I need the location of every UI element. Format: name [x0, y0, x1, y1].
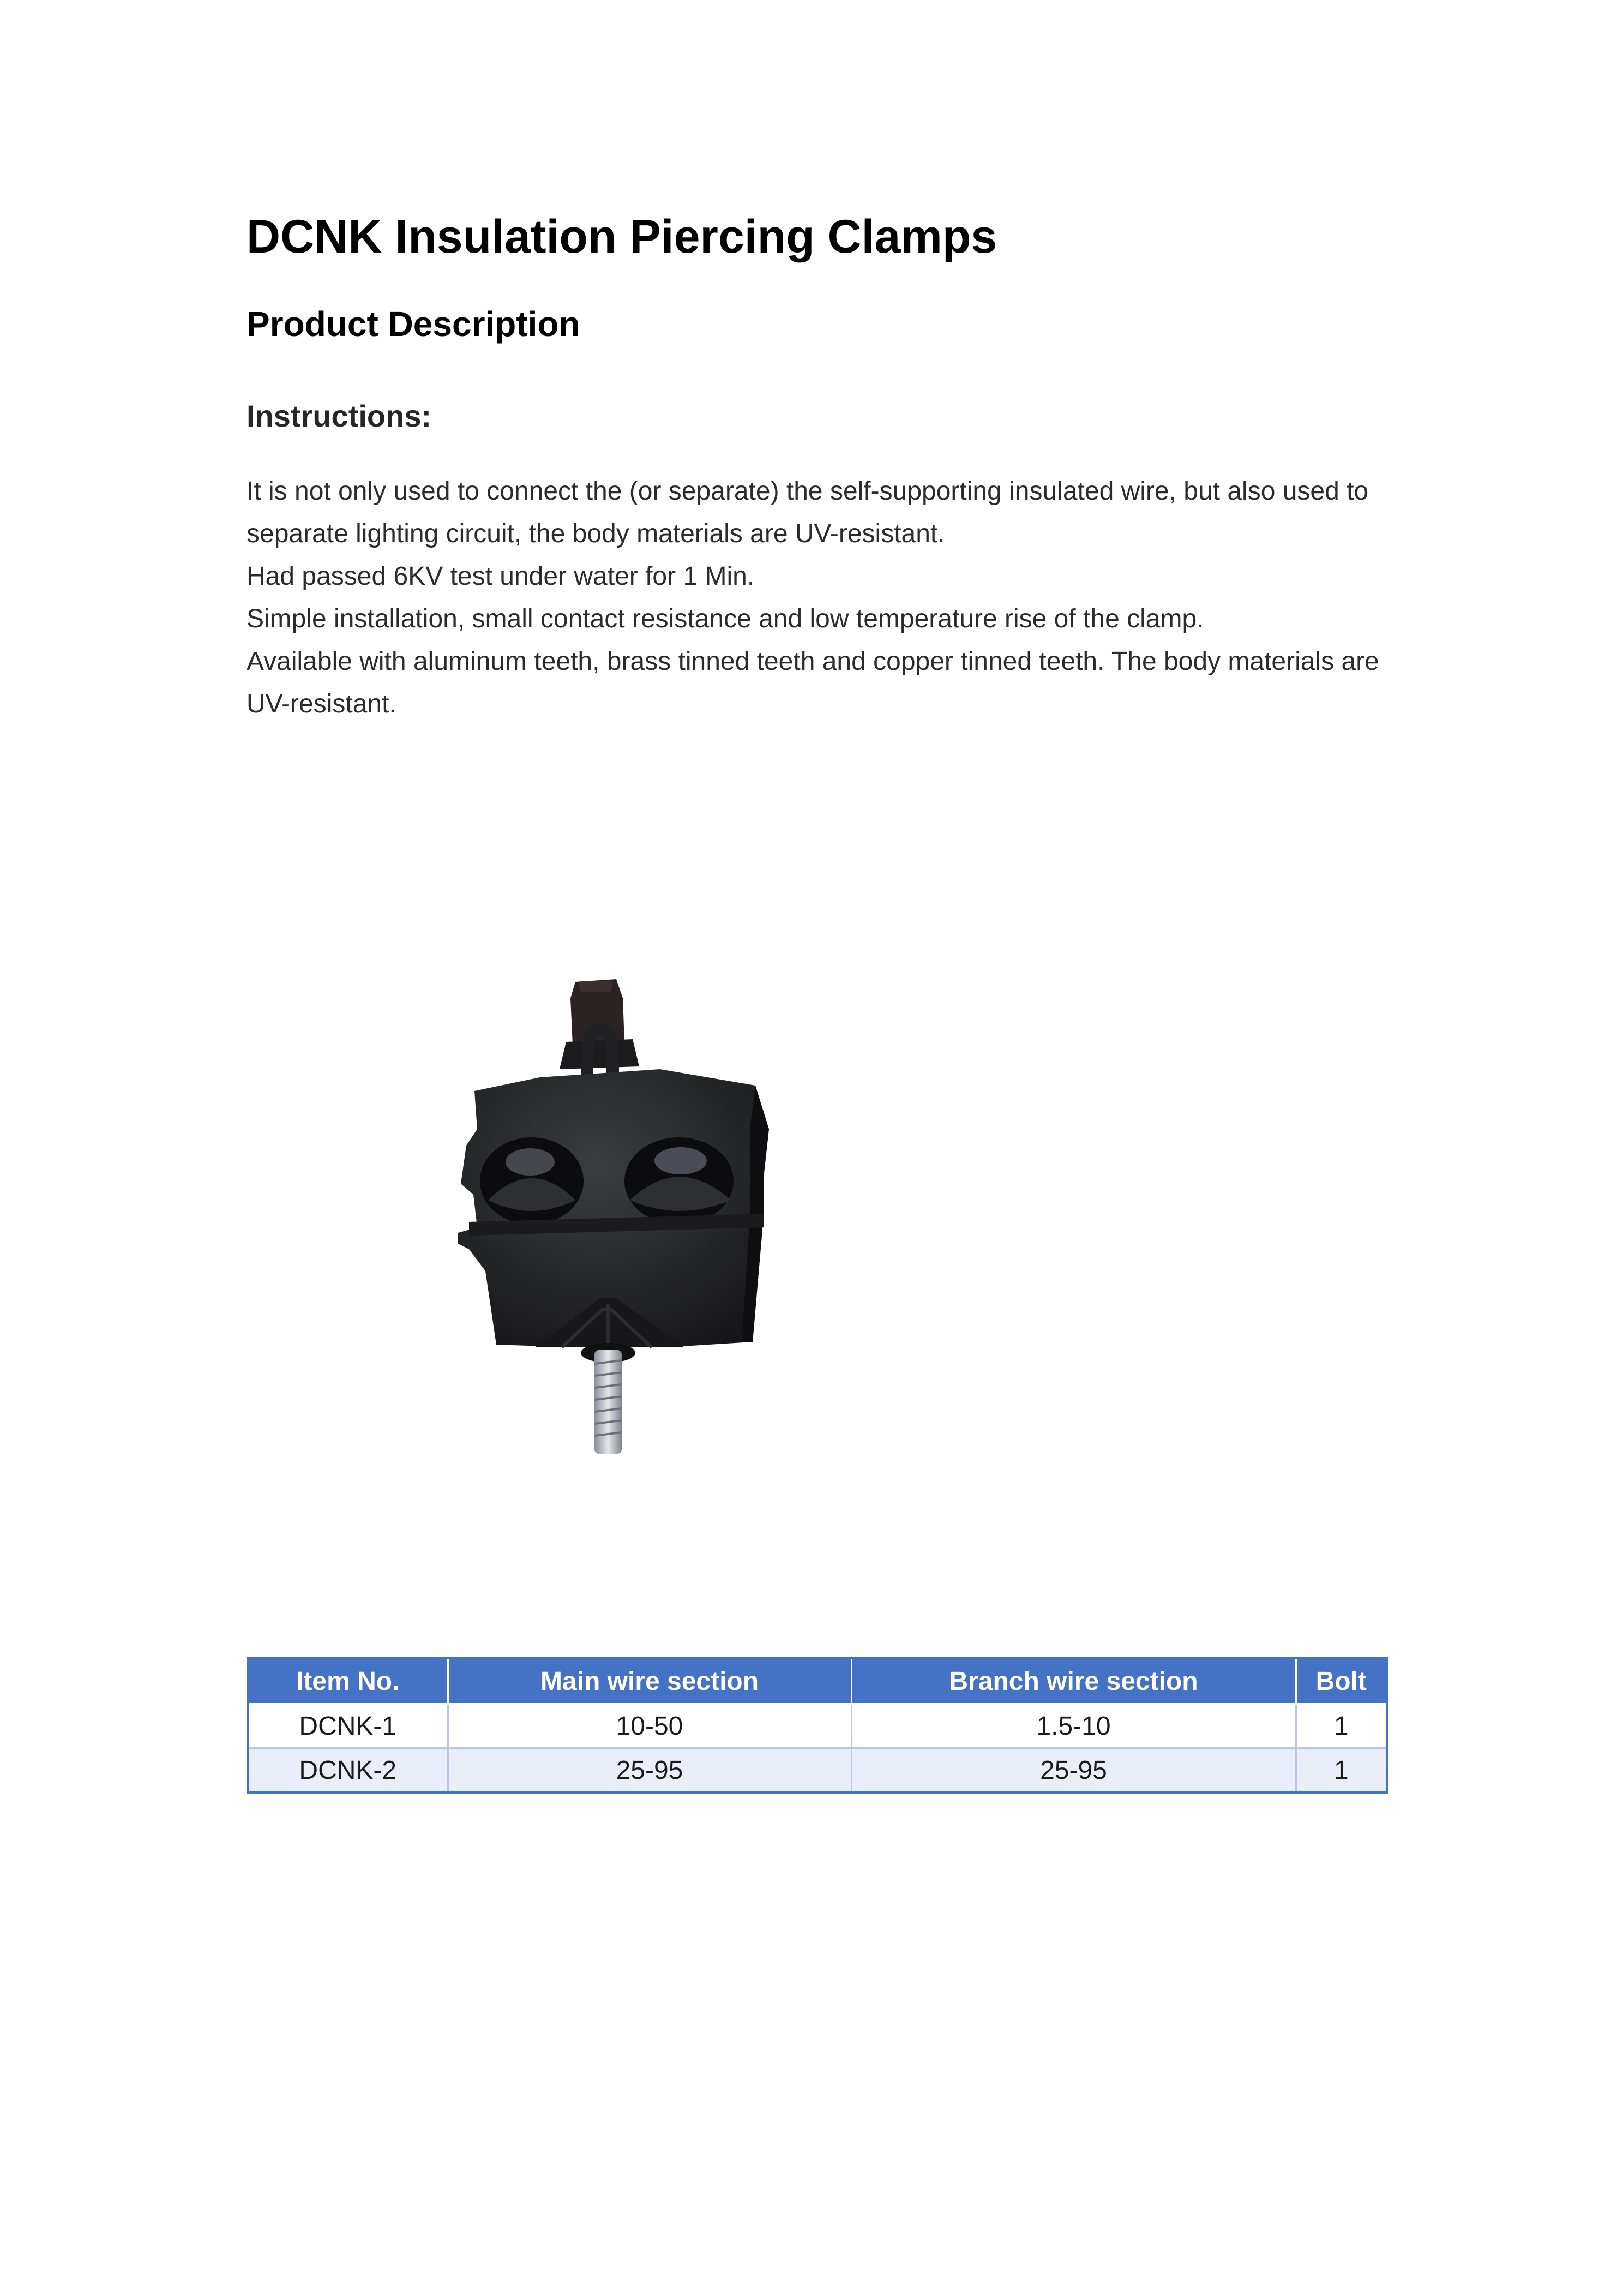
column-header-bolt: Bolt — [1296, 1658, 1387, 1704]
paragraph: Had passed 6KV test under water for 1 Min. — [247, 562, 755, 591]
specification-table — [247, 1657, 1388, 1794]
table-cell: 1 — [1296, 1704, 1387, 1748]
paragraph: Simple installation, small contact resistance and low temperature rise of the clamp. — [247, 604, 1204, 633]
table-cell: 25-95 — [851, 1748, 1296, 1793]
table-cell: 1.5-10 — [851, 1704, 1296, 1748]
page-title: DCNK Insulation Piercing Clamps — [247, 211, 997, 263]
section-title: Product Description — [247, 304, 580, 344]
instructions-heading: Instructions: — [247, 399, 432, 433]
instructions-text — [247, 470, 1397, 726]
table-row — [248, 1748, 1387, 1793]
table-header-row — [248, 1658, 1387, 1704]
table-cell: 10-50 — [448, 1704, 851, 1748]
column-header-main-wire-section: Main wire section — [448, 1658, 851, 1704]
table-row — [248, 1704, 1387, 1748]
column-header-item-no: Item No. — [248, 1658, 448, 1704]
paragraph: It is not only used to connect the (or separate) the self-supporting insulated wire, but also used to separate lighting circuit, the body materials are UV-resistant. — [247, 477, 1369, 548]
table-cell: DCNK-2 — [248, 1748, 448, 1793]
table-cell: 1 — [1296, 1748, 1387, 1793]
paragraph: Available with aluminum teeth, brass tinned teeth and copper tinned teeth. The body materials are UV-resistant. — [247, 647, 1379, 718]
table-cell: DCNK-1 — [248, 1704, 448, 1748]
table-cell: 25-95 — [448, 1748, 851, 1793]
product-image — [436, 966, 807, 1467]
column-header-branch-wire-section: Branch wire section — [851, 1658, 1296, 1704]
